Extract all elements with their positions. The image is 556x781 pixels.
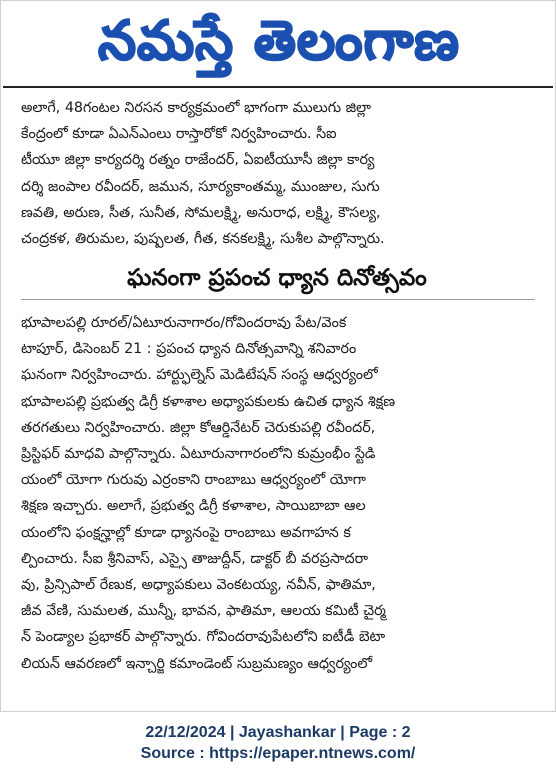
- text-line: కేంద్రంలో కూడా ఏఎన్ఎంలు రాస్తారోకో నిర్వహించారు. సీఐ: [21, 126, 337, 143]
- text-line: న్ పెండ్యాల ప్రభాకర్ పాల్గొన్నారు. గోవిందరావుపేటలోని ఐటీడీ బెటా: [21, 629, 386, 646]
- article-headline: ఘనంగా ప్రపంచ ధ్యాన దినోత్సవం: [127, 265, 427, 291]
- text-line: ఘనంగా నిర్వహించారు. హార్ట్ఫుల్నెస్ మెడిటేషన్ సంస్థ ఆధ్వర్యంలో: [21, 367, 378, 384]
- text-line: యంలో యోగా గురువు ఎర్రంకాని రాంబాబు ఆధ్వర్యంలో యోగా: [21, 472, 366, 489]
- text-line: జీవ వేణి, సుమలత, మున్నీ, భావన, ఫాతిమా, ఆలయ కమిటీ చైర్మ: [21, 603, 386, 620]
- text-line: భూపాలపల్లి ప్రభుత్వ డిగ్రీ కళాశాల అధ్యాపకులకు ఉచిత ధ్యాన శిక్షణ: [21, 393, 396, 410]
- footer: [0, 722, 556, 764]
- text-line: యంలోని ఫంక్షన్హాల్లో కూడా ధ్యానంపై రాంబాబు అవగాహన క: [21, 524, 351, 541]
- article-continuation: [21, 95, 545, 252]
- masthead-divider: [3, 86, 553, 88]
- text-line: ల్పించారు. సీఐ శ్రీనివాస్, ఎస్సై తాజుద్దీన్, డాక్టర్ బీ వరప్రసాదరా: [21, 550, 369, 567]
- article-body: [21, 310, 545, 677]
- masthead: [1, 1, 556, 81]
- text-line: వు, ప్రిన్సిపాల్ రేణుక, అధ్యాపకులు వెంకటయ్య, నవీన్, ఫాతిమా,: [21, 577, 376, 594]
- text-line: తరగతులు నిర్వహించారు. జిల్లా కోఆర్డినేటర్ చెరుకుపల్లి రవీందర్,: [21, 419, 376, 436]
- text-line: భూపాలపల్లి రూరల్/ఏటూరునాగారం/గోవిందరావు పేట/వెంక: [21, 315, 347, 331]
- text-line: లియన్ ఆవరణలో ఇన్చార్జి కమాండెంట్ సుబ్రమణ్యం ఆధ్వర్యంలో: [21, 655, 373, 672]
- text-line: ప్రిస్టిఫర్ మాధవి పాల్గొన్నారు. ఏటూరునాగారంలోని కుమ్రంభీం స్టేడి: [21, 446, 376, 463]
- footer-source: Source : https://epaper.ntnews.com/: [140, 745, 416, 762]
- text-line: టీయూ జిల్లా కార్యదర్శి రత్నం రాజేందర్, ఏఐటీయూసీ జిల్లా కార్య: [21, 152, 375, 169]
- footer-dateline: 22/12/2024 | Jayashankar | Page : 2: [145, 724, 411, 741]
- masthead-title: నమస్తే తెలంగాణ: [98, 9, 460, 72]
- text-line: ణవతి, అరుణ, సీత, సునీత, సోమలక్ష్మి, అనురాధ, లక్ష్మి, కౌసల్య,: [21, 204, 381, 221]
- text-line: అలాగే, 48గంటల నిరసన కార్యక్రమంలో భాగంగా ములుగు జిల్లా: [21, 100, 371, 116]
- text-line: చంద్రకళ, తిరుమల, పుష్పలత, గీత, కనకలక్ష్మి, సుశీల పాల్గొన్నారు.: [21, 231, 385, 248]
- headline-divider: [21, 299, 535, 300]
- text-line: శిక్షణ ఇచ్చారు. అలాగే, ప్రభుత్వ డిగ్రీ కళాశాల, సాయిబాబా ఆల: [21, 498, 366, 515]
- text-line: దర్శి జంపాల రవీందర్, జమున, సూర్యకాంతమ్మ, ముంజుల, సుగు: [21, 178, 380, 195]
- text-line: టాపూర్, డిసెంబర్ 21 : ప్రపంచ ధ్యాన దినోత్సవాన్ని శనివారం: [21, 341, 357, 358]
